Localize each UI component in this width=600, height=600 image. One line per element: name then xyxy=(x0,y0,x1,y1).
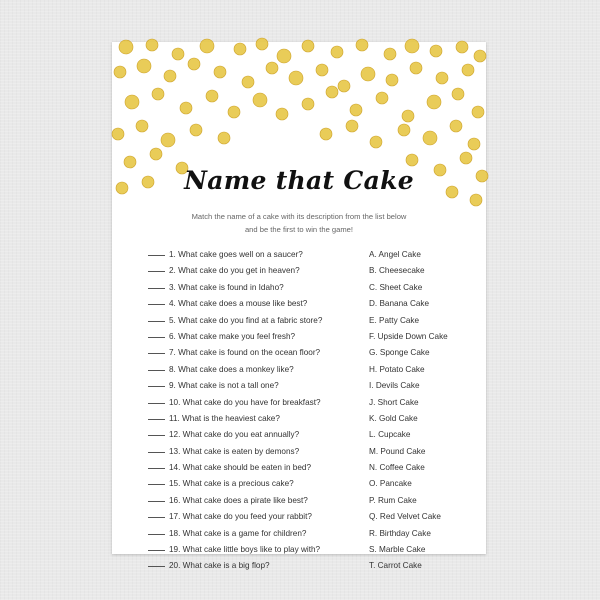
gold-confetti-dot xyxy=(302,40,314,52)
question-text: 20. What cake is a big flop? xyxy=(169,561,270,571)
gold-confetti-dot xyxy=(410,62,422,74)
answer-blank-line xyxy=(148,560,165,567)
question-text: 2. What cake do you get in heaven? xyxy=(169,266,300,276)
page-title: Name that Cake xyxy=(184,166,414,195)
gold-confetti-dot xyxy=(277,49,291,63)
answer-option: R. Birthday Cake xyxy=(369,528,431,538)
question-row xyxy=(148,444,378,460)
question-text: 5. What cake do you find at a fabric store? xyxy=(169,315,323,325)
answer-blank-line xyxy=(148,429,165,436)
question-row xyxy=(148,493,378,509)
gold-confetti-dot xyxy=(370,136,382,148)
gold-confetti-dot xyxy=(136,120,148,132)
gold-confetti-dot xyxy=(356,39,368,51)
question-text: 1. What cake goes well on a saucer? xyxy=(169,250,303,259)
gold-confetti-dot xyxy=(398,124,410,136)
question-row xyxy=(148,427,378,443)
gold-confetti-dot xyxy=(350,104,362,116)
answer-blank-line xyxy=(148,528,165,535)
gold-confetti-dot xyxy=(164,70,176,82)
gold-confetti-dot xyxy=(456,41,468,53)
question-row xyxy=(148,362,378,378)
gold-confetti-dot xyxy=(200,39,214,53)
question-text: 3. What cake is found in Idaho? xyxy=(169,282,284,292)
gold-confetti-dot xyxy=(206,90,218,102)
answer-blank-line xyxy=(148,331,165,338)
question-text: 18. What cake is a game for children? xyxy=(169,528,307,538)
answer-blank-line xyxy=(148,265,165,272)
question-text: 15. What cake is a precious cake? xyxy=(169,479,294,489)
gold-confetti-dot xyxy=(161,133,175,147)
answer-blank-line xyxy=(148,478,165,485)
gold-confetti-dot xyxy=(406,154,418,166)
gold-confetti-dot xyxy=(470,194,482,206)
gold-confetti-dot xyxy=(150,148,162,160)
gold-confetti-dot xyxy=(137,59,151,73)
answer-blank-line xyxy=(148,413,165,420)
question-text: 13. What cake is eaten by demons? xyxy=(169,446,300,456)
gold-confetti-dot xyxy=(266,62,278,74)
gold-confetti-dot xyxy=(326,86,338,98)
gold-confetti-dot xyxy=(228,106,240,118)
gold-confetti-dot xyxy=(460,152,472,164)
gold-confetti-dot xyxy=(472,106,484,118)
question-row xyxy=(148,263,378,279)
printable-card xyxy=(112,42,486,571)
gold-confetti-dot xyxy=(384,48,396,60)
question-text: 7. What cake is found on the ocean floor? xyxy=(169,348,321,358)
answer-option: H. Potato Cake xyxy=(369,364,425,374)
answer-blank-line xyxy=(148,282,165,289)
answer-option: G. Sponge Cake xyxy=(369,348,430,358)
gold-confetti-dot xyxy=(474,50,486,62)
question-list xyxy=(148,247,378,575)
answer-option: K. Gold Cake xyxy=(369,413,418,423)
gold-confetti-dot xyxy=(386,74,398,86)
gold-confetti-dot xyxy=(338,80,350,92)
gold-confetti-dot xyxy=(190,124,202,136)
answer-blank-line xyxy=(148,544,165,551)
gold-confetti-dot xyxy=(242,76,254,88)
gold-confetti-dot xyxy=(276,108,288,120)
question-row xyxy=(148,411,378,427)
instructions xyxy=(162,210,436,236)
gold-confetti-dot xyxy=(152,88,164,100)
answer-option: E. Patty Cake xyxy=(369,315,420,325)
answer-option: N. Coffee Cake xyxy=(369,463,425,473)
answer-option: S. Marble Cake xyxy=(369,545,426,555)
gold-confetti-dot xyxy=(180,102,192,114)
question-text: 19. What cake little boys like to play with? xyxy=(169,545,321,555)
question-text: 11. What is the heaviest cake? xyxy=(169,413,280,423)
question-text: 12. What cake do you eat annually? xyxy=(169,430,300,440)
question-text: 8. What cake does a monkey like? xyxy=(169,364,294,374)
answer-option: A. Angel Cake xyxy=(369,250,421,259)
instructions-line-1: Match the name of a cake with its description from the list below xyxy=(191,212,407,221)
gold-confetti-dot xyxy=(146,39,158,51)
instructions-line-2: and be the first to win the game! xyxy=(244,225,354,234)
question-row xyxy=(148,395,378,411)
answer-option: M. Pound Cake xyxy=(369,446,426,456)
gold-confetti-dot xyxy=(302,98,314,110)
question-text: 10. What cake do you have for breakfast? xyxy=(169,397,321,407)
gold-confetti-dot xyxy=(218,132,230,144)
answer-option: L. Cupcake xyxy=(369,430,411,440)
answer-blank-line xyxy=(148,249,165,256)
gold-confetti-dot xyxy=(376,92,388,104)
question-row xyxy=(148,476,378,492)
question-text: 16. What cake does a pirate like best? xyxy=(169,495,308,505)
answer-blank-line xyxy=(148,347,165,354)
question-text: 14. What cake should be eaten in bed? xyxy=(169,463,312,473)
answer-option: F. Upside Down Cake xyxy=(369,331,448,341)
answer-option: B. Cheesecake xyxy=(369,266,425,276)
gold-confetti-dot xyxy=(436,72,448,84)
gold-confetti-dot xyxy=(402,110,414,122)
gold-confetti-dot xyxy=(331,46,343,58)
question-row xyxy=(148,542,378,558)
gold-confetti-dot xyxy=(423,131,437,145)
answer-option: T. Carrot Cake xyxy=(369,561,422,571)
answer-blank-line xyxy=(148,380,165,387)
gold-confetti-dot xyxy=(289,71,303,85)
answer-option: I. Devils Cake xyxy=(369,381,420,391)
answer-blank-line xyxy=(148,364,165,371)
gold-confetti-dot xyxy=(112,128,124,140)
answer-option: C. Sheet Cake xyxy=(369,282,423,292)
gold-confetti-dot xyxy=(452,88,464,100)
gold-confetti-dot xyxy=(256,38,268,50)
question-row xyxy=(148,280,378,296)
gold-confetti-dot xyxy=(361,67,375,81)
gold-confetti-dot xyxy=(125,95,139,109)
question-row xyxy=(148,313,378,329)
question-row xyxy=(148,558,378,574)
answer-option: Q. Red Velvet Cake xyxy=(369,512,441,522)
gold-confetti-dot xyxy=(450,120,462,132)
answer-option: P. Rum Cake xyxy=(369,495,417,505)
gold-confetti-dot xyxy=(462,64,474,76)
question-text: 9. What cake is not a tall one? xyxy=(169,381,279,391)
answer-blank-line xyxy=(148,315,165,322)
gold-confetti-dot xyxy=(114,66,126,78)
question-text: 4. What cake does a mouse like best? xyxy=(169,299,308,309)
gold-confetti-dot xyxy=(346,120,358,132)
gold-confetti-dot xyxy=(320,128,332,140)
question-text: 17. What cake do you feed your rabbit? xyxy=(169,512,312,522)
gold-confetti-dot xyxy=(188,58,200,70)
gold-confetti-dot xyxy=(430,45,442,57)
answer-blank-line xyxy=(148,397,165,404)
gold-confetti-dot xyxy=(214,66,226,78)
answer-blank-line xyxy=(148,462,165,469)
question-text: 6. What cake make you feel fresh? xyxy=(169,331,296,341)
gold-confetti-dot xyxy=(172,48,184,60)
answer-blank-line xyxy=(148,446,165,453)
answer-list xyxy=(369,247,479,575)
question-row xyxy=(148,460,378,476)
answer-blank-line xyxy=(148,495,165,502)
question-row xyxy=(148,345,378,361)
gold-confetti-dot xyxy=(316,64,328,76)
answer-option: O. Pancake xyxy=(369,479,412,489)
gold-confetti-dot xyxy=(427,95,441,109)
gold-confetti-dot xyxy=(405,39,419,53)
question-row xyxy=(148,247,378,263)
answer-blank-line xyxy=(148,298,165,305)
question-row xyxy=(148,378,378,394)
gold-confetti-dot xyxy=(234,43,246,55)
gold-confetti-dot xyxy=(468,138,480,150)
question-row xyxy=(148,526,378,542)
answer-option: J. Short Cake xyxy=(369,397,419,407)
question-row xyxy=(148,509,378,525)
gold-confetti-dot xyxy=(119,40,133,54)
answer-option: D. Banana Cake xyxy=(369,299,430,309)
question-row xyxy=(148,296,378,312)
answer-blank-line xyxy=(148,511,165,518)
question-row xyxy=(148,329,378,345)
gold-confetti-dot xyxy=(253,93,267,107)
